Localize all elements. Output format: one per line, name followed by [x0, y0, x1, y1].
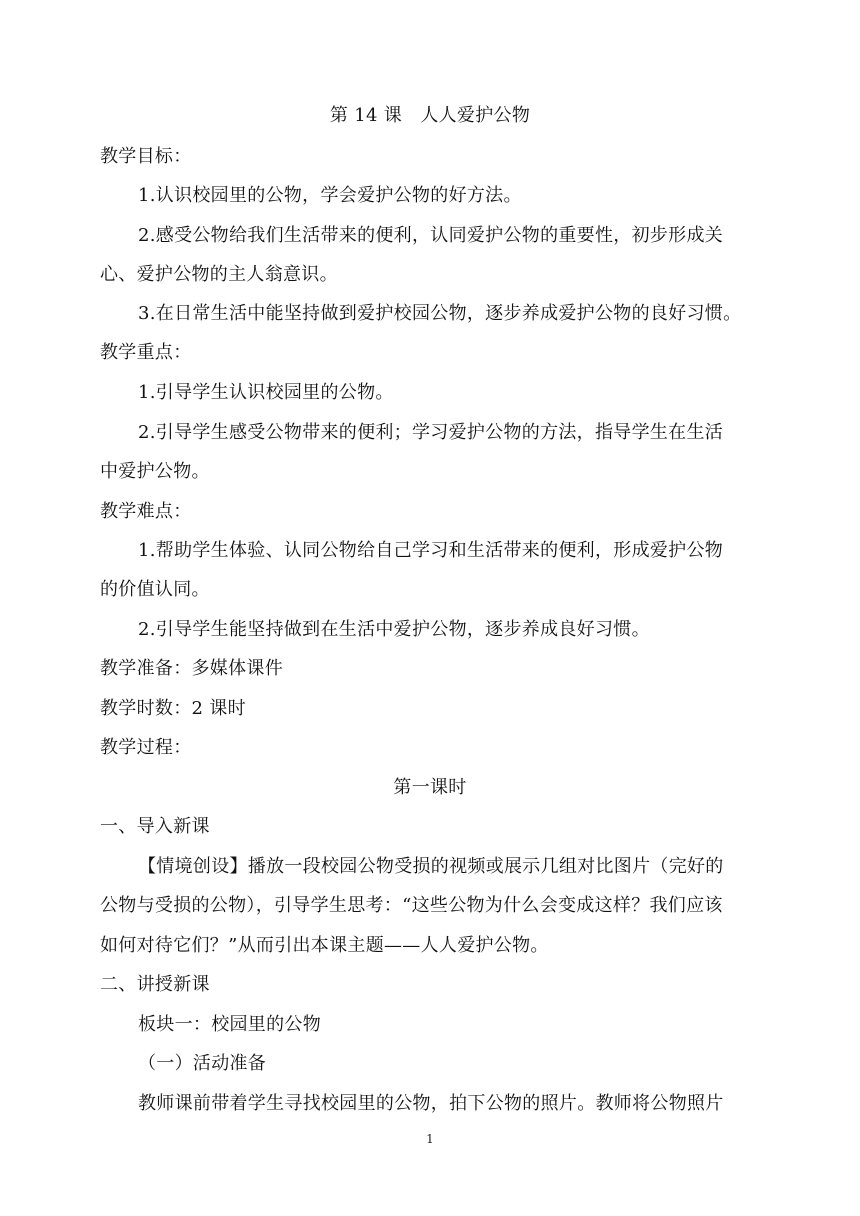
goal-2-line-1: 2.感受公物给我们生活带来的便利，认同爱护公物的重要性，初步形成关: [138, 225, 724, 246]
key-point-2-line-1: 2.引导学生感受公物带来的便利；学习爱护公物的方法，指导学生在生活: [138, 422, 724, 443]
goal-3: 3.在日常生活中能坚持做到爱护校园公物，逐步养成爱护公物的良好习惯。: [138, 303, 742, 324]
difficulty-1-line-2: 的价值认同。: [100, 579, 210, 600]
key-point-2-line-2: 中爱护公物。: [100, 461, 210, 482]
first-lesson-heading: 第一课时: [393, 777, 467, 798]
teaching-preparation: 教学准备：多媒体课件: [100, 658, 283, 679]
teaching-hours: 教学时数：2 课时: [100, 698, 246, 719]
section-1-heading: 一、导入新课: [100, 816, 210, 837]
activity-prep-heading: （一）活动准备: [138, 1053, 267, 1074]
teaching-goals-heading: 教学目标：: [100, 146, 192, 167]
key-points-heading: 教学重点：: [100, 342, 192, 363]
intro-line-3: 如何对待它们？”从而引出本课主题——人人爱护公物。: [100, 935, 549, 956]
page-number: 1: [426, 1132, 434, 1146]
difficulty-2: 2.引导学生能坚持做到在生活中爱护公物，逐步养成良好习惯。: [138, 619, 650, 640]
difficulty-1-line-1: 1.帮助学生体验、认同公物给自己学习和生活带来的便利，形成爱护公物: [138, 540, 724, 561]
lesson-title: 第 14 课 人人爱护公物: [329, 105, 531, 126]
goal-2-line-2: 心、爱护公物的主人翁意识。: [100, 264, 338, 285]
goal-1: 1.认识校园里的公物，学会爱护公物的好方法。: [138, 185, 522, 206]
activity-text: 教师课前带着学生寻找校园里的公物，拍下公物的照片。教师将公物照片: [138, 1093, 724, 1114]
section-2-heading: 二、讲授新课: [100, 974, 210, 995]
key-point-1: 1.引导学生认识校园里的公物。: [138, 382, 394, 403]
difficulties-heading: 教学难点：: [100, 501, 192, 522]
intro-line-1: 【情境创设】播放一段校园公物受损的视频或展示几组对比图片（完好的: [138, 856, 724, 877]
block-1-heading: 板块一：校园里的公物: [138, 1014, 321, 1035]
teaching-process-heading: 教学过程：: [100, 737, 192, 758]
intro-line-2: 公物与受损的公物），引导学生思考：“这些公物为什么会变成这样？我们应该: [100, 895, 723, 916]
